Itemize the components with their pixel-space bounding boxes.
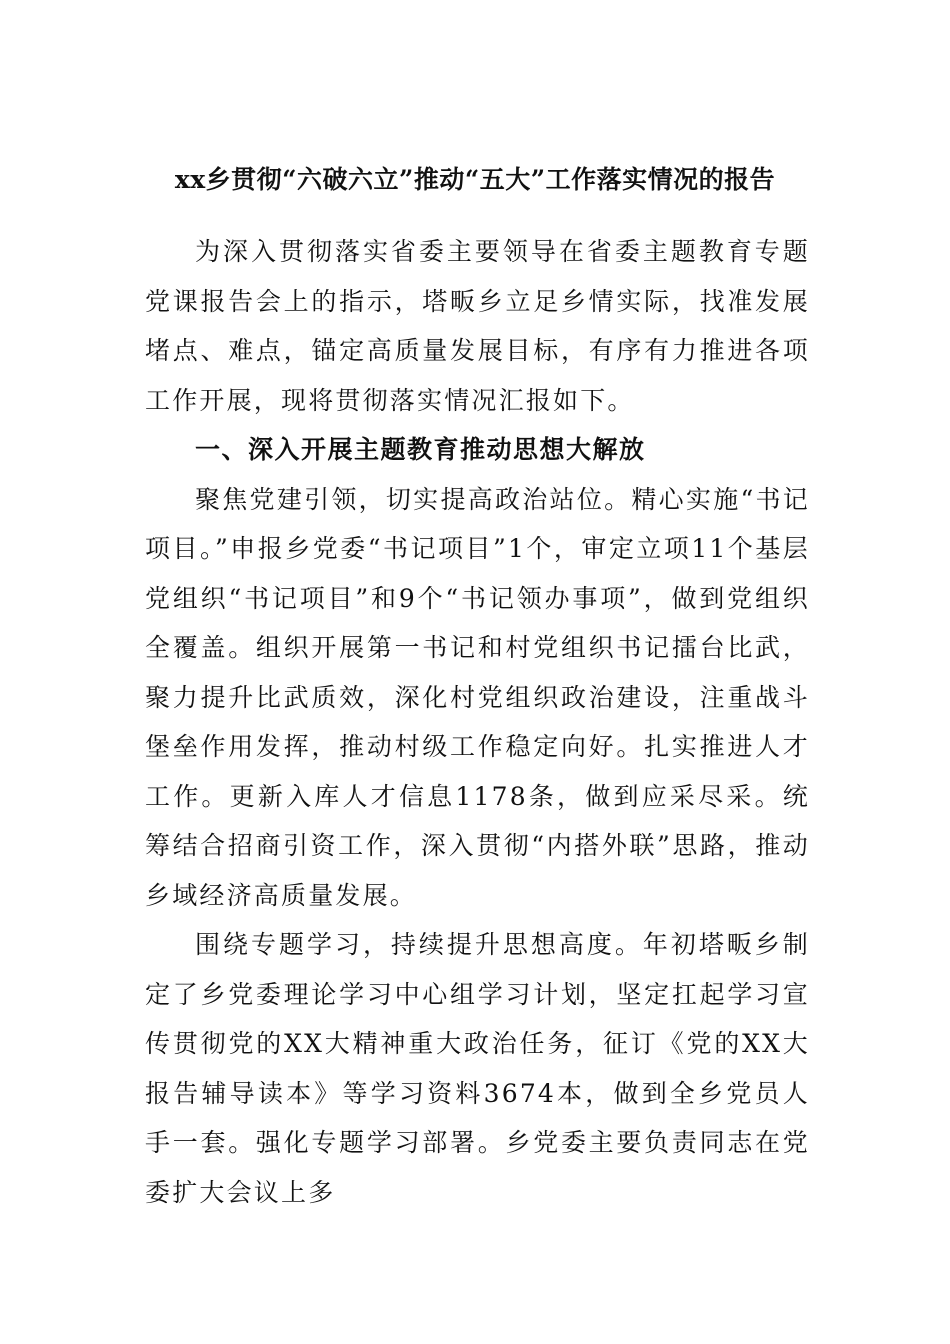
paragraph-thematic-study: 围绕专题学习，持续提升思想高度。年初塔畈乡制定了乡党委理论学习中心组学习计划，坚定扛起学习宣传贯彻党的XX大精神重大政治任务，征订《党的XX大报告辅导读本》等学习资料3674本，做到全乡党员人手一套。强化专题学习部署。乡党委主要负责同志在党委扩大会议上多 (145, 930, 810, 1207)
paragraph-party-building: 聚焦党建引领，切实提高政治站位。精心实施“书记项目。”申报乡党委“书记项目”1个，审定立项11个基层党组织“书记项目”和9个“书记领办事项”，做到党组织全覆盖。组织开展第一书记和村党组织书记擂台比武，聚力提升比武质效，深化村党组织政治建设，注重战斗堡垒作用发挥，推动村级工作稳定向好。扎实推进人才工作。更新入库人才信息1178条，做到应采尽采。统筹结合招商引资工作，深入贯彻“内搭外联”思路，推动乡域经济高质量发展。 (145, 484, 810, 910)
document-body (145, 227, 810, 1217)
intro-paragraph: 为深入贯彻落实省委主要领导在省委主题教育专题党课报告会上的指示，塔畈乡立足乡情实际，找准发展堵点、难点，锚定高质量发展目标，有序有力推进各项工作开展，现将贯彻落实情况汇报如下。 (145, 237, 810, 415)
document-title: xx乡贯彻“六破六立”推动“五大”工作落实情况的报告 (174, 165, 776, 194)
section-heading-1: 一、深入开展主题教育推动思想大解放 (195, 435, 646, 464)
